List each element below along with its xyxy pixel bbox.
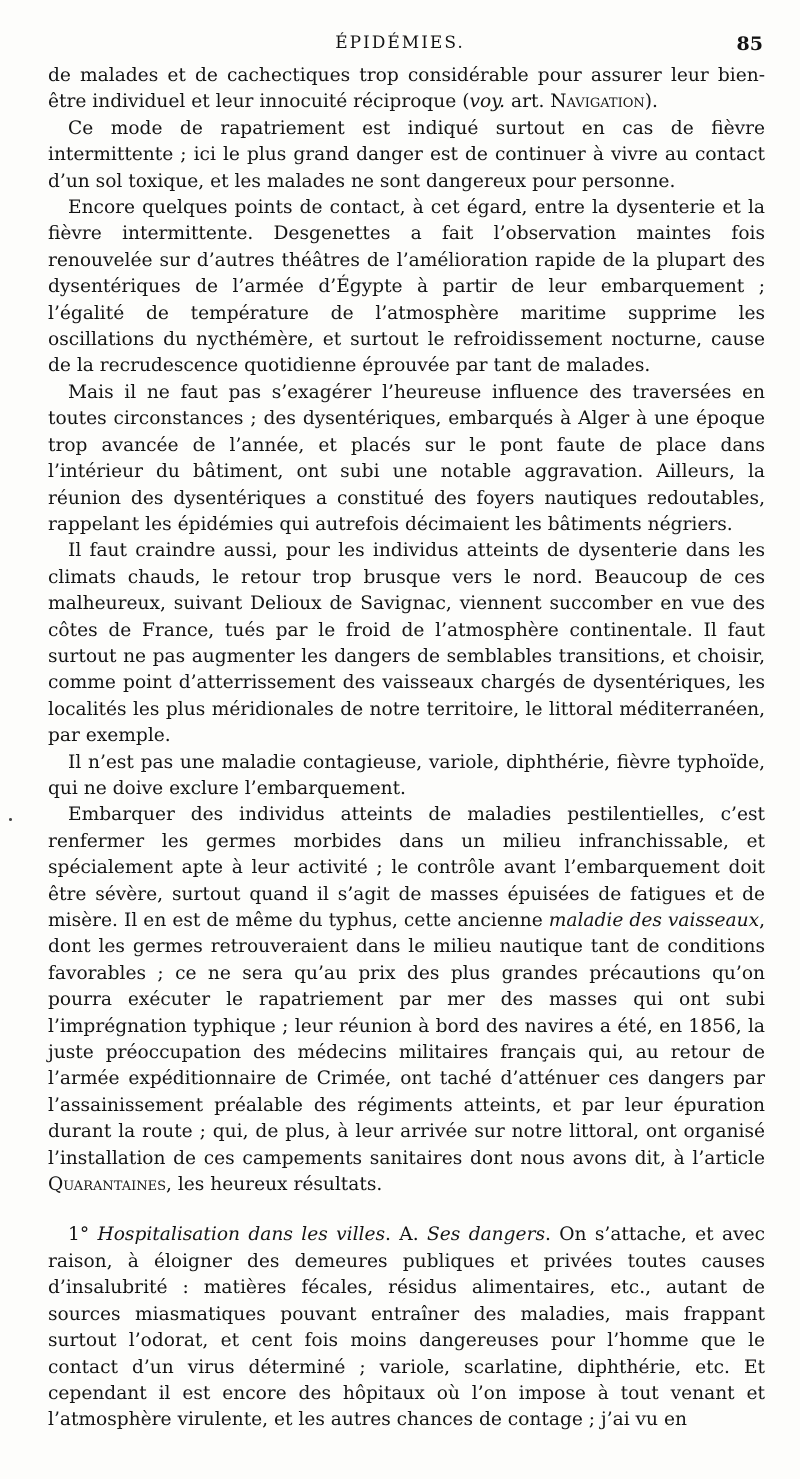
section-paragraph xyxy=(48,1222,765,1433)
text-run: de malades et de cachectiques trop considérable pour assurer leur bien-être individuel et leur innocuité réciproque ( xyxy=(48,65,765,113)
page-number: 85 xyxy=(736,33,763,55)
text-run-italic: voy. xyxy=(469,91,506,113)
margin-speck xyxy=(9,818,12,821)
text-run: 1° xyxy=(68,1224,98,1246)
subsection-heading: Ses dangers xyxy=(427,1224,545,1246)
paragraph xyxy=(48,380,765,538)
paragraph xyxy=(48,116,765,195)
text-run: , dont les germes retrouveraient dans le milieu nautique tant de conditions favorables ; ce ne sera qu’au prix des plus grandes précautions qu’on pourra exécuter le rapatriement par mer des masses qui ont subi l’imprégnation typhique ; leur réunion à bord des navires a été, en 1856, la juste préoccupation des médecins militaires français qui, au retour de l’armée expéditionnaire de Crimée, ont taché d’atténuer ces dangers par l’assainissement préalable des régiments atteints, et par leur épuration durant la route ; qui, de plus, à leur arrivée sur notre littoral, ont organisé l’installation de ces campements sanitaires dont nous avons dit, à l’article xyxy=(48,910,766,1169)
text-run: Mais il ne faut pas s’exagérer l’heureuse influence des traversées en toutes circonstances ; des dysentériques, embarqués à Alger à une époque trop avancée de l’année, et placés sur le pont faute de place dans l’intérieur du bâtiment, ont subi une notable aggravation. Ailleurs, la réunion des dysentériques a constitué des foyers nautiques redoutables, rappelant les épidémies qui autrefois décimaient les bâtiments négriers. xyxy=(48,381,765,535)
text-run: , les heureux résultats. xyxy=(166,1174,383,1196)
text-run: . On s’attache, et avec raison, à éloigner des demeures publiques et privées toutes causes d’insalubrité : matières fécales, résidus alimentaires, etc., autant de sources miasmatiques pouvant entraîner des maladies, mais frappant surtout l’odorat, et cent fois moins dangereuses pour l’homme que le contact d’un virus déterminé ; variole, scarlatine, diphthérie, etc. Et cependant il est encore des hôpitaux où l’on impose à tout venant et l’atmosphère virulente, et les autres chances de contage ; j’ai vu en xyxy=(48,1224,765,1431)
text-run-italic: maladie des vaisseaux xyxy=(548,910,760,931)
paragraph xyxy=(48,802,765,1198)
text-run: Il faut craindre aussi, pour les individus atteints de dysenterie dans les climats chauds, le retour trop brusque vers le nord. Beaucoup de ces malheureux, suivant Delioux de Savignac, viennent succomber en vue des côtes de France, tués par le froid de l’atmosphère continentale. Il faut surtout ne pas augmenter les dangers de semblables transitions, et choisir, comme point d’atterrissement des vaisseaux chargés de dysentériques, les localités les plus méridionales de notre territoire, le littoral méditerranéen, par exemple. xyxy=(48,540,765,747)
paragraph xyxy=(48,195,765,380)
text-run: . A. xyxy=(385,1224,428,1246)
text-run: Ce mode de rapatriement est indiqué surtout en cas de fièvre intermittente ; ici le plus grand danger est de continuer à vivre au contact d’un sol toxique, et les malades ne sont dangereux pour personne. xyxy=(48,117,765,192)
text-run-smallcaps: Quarantaines xyxy=(48,1174,166,1196)
running-header-title: ÉPIDÉMIES. xyxy=(335,33,465,53)
text-run: art. xyxy=(505,91,551,113)
text-run: Encore quelques points de contact, à cet égard, entre la dysenterie et la fièvre intermittente. Desgenettes a fait l’observation maintes fois renouvelée sur d’autres théâtres de l’amélioration rapide de la plupart des dysentériques de l’armée d’Égypte à partir de leur embarquement ; l’égalité de température de l’atmosphère maritime supprime les oscillations du nycthémère, et surtout le refroidissement nocturne, cause de la recrudescence quotidienne éprouvée par tant de malades. xyxy=(48,197,765,377)
paragraph xyxy=(48,750,765,803)
text-run-smallcaps: Navigation xyxy=(550,91,645,113)
body-text xyxy=(48,63,765,1434)
section-heading: Hospitalisation dans les villes xyxy=(97,1224,386,1246)
text-run: Embarquer des individus atteints de maladies pestilentielles, c’est renfermer les germes morbides dans un milieu infranchissable, et spécialement apte à leur activité ; le contrôle avant l’embarquement doit être sévère, surtout quand il s’agit de masses épuisées de fatigues et de misère. Il en est de même du typhus, cette ancienne xyxy=(48,804,765,931)
text-run: Il n’est pas une maladie contagieuse, variole, diphthérie, fièvre typhoïde, qui ne doive exclure l’embarquement. xyxy=(48,751,765,799)
paragraph xyxy=(48,63,765,116)
text-run: ). xyxy=(644,91,658,113)
paragraph xyxy=(48,538,765,749)
